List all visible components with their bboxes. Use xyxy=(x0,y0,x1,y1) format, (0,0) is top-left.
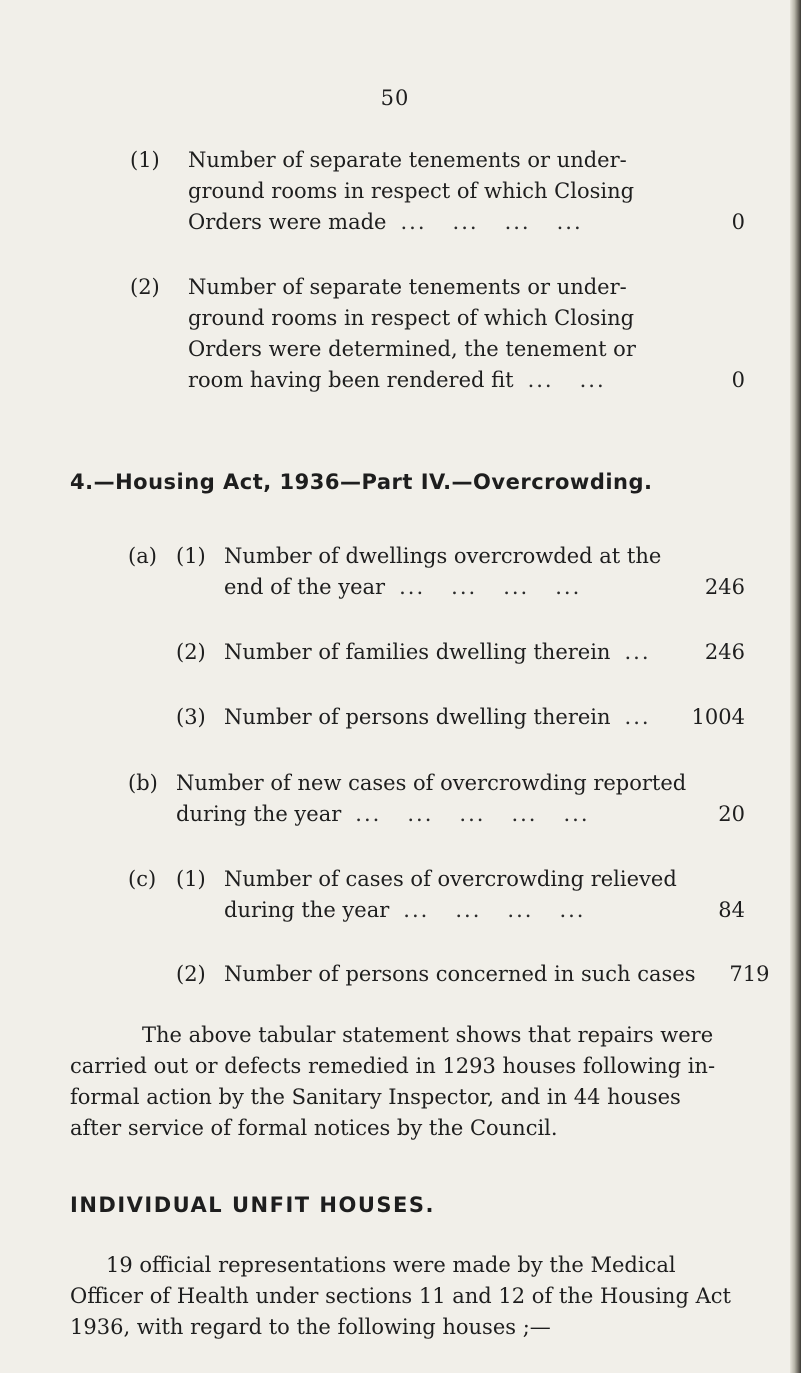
item-text-line: Number of cases of overcrowding relieved xyxy=(224,867,677,891)
book-spine-edge xyxy=(790,0,801,1373)
item-label: (2) xyxy=(176,640,206,664)
item-text-line: during the year xyxy=(224,898,390,922)
item-value: 0 xyxy=(731,368,745,392)
item-label: (1) xyxy=(130,148,160,172)
item-value: 719 xyxy=(729,962,770,986)
item-text-line: Number of persons concerned in such cases xyxy=(224,962,696,986)
item-text-line: Orders were determined, the tenement or xyxy=(188,337,636,361)
dot-leader: ... ... ... ... xyxy=(403,898,586,922)
paragraph-line: 19 official representations were made by the Medical xyxy=(106,1253,676,1277)
item-text-line: Number of persons dwelling therein xyxy=(224,705,611,729)
item-label: (b) xyxy=(128,771,158,795)
subsection-a-label: (a) xyxy=(128,544,157,568)
paragraph-line: Officer of Health under sections 11 and 12 of the Housing Act xyxy=(70,1284,731,1308)
dot-leader: ... xyxy=(624,640,651,664)
item-label: (3) xyxy=(176,705,206,729)
paragraph-line: formal action by the Sanitary Inspector, and in 44 houses xyxy=(70,1085,681,1109)
item-text-line: ground rooms in respect of which Closing xyxy=(188,179,635,203)
item-value: 84 xyxy=(718,898,745,922)
dot-leader: ... ... ... ... xyxy=(399,575,582,599)
unfit-houses-heading: INDIVIDUAL UNFIT HOUSES. xyxy=(70,1193,435,1217)
item-text-line: ground rooms in respect of which Closing xyxy=(188,306,635,330)
unfit-houses-paragraph xyxy=(70,1250,745,1343)
item-value: 1004 xyxy=(691,705,745,729)
paragraph-line: The above tabular statement shows that repairs were xyxy=(142,1023,714,1047)
item-text-line: Number of dwellings overcrowded at the xyxy=(224,544,662,568)
item-label: (2) xyxy=(130,275,160,299)
item-label: (1) xyxy=(176,867,206,891)
dot-leader: ... ... ... ... xyxy=(400,210,583,234)
item-value: 0 xyxy=(731,210,745,234)
item-text-line: Number of separate tenements or under- xyxy=(188,275,627,299)
item-label: (1) xyxy=(176,544,206,568)
paragraph-line: carried out or defects remedied in 1293 houses following in- xyxy=(70,1054,716,1078)
dot-leader: ... ... xyxy=(527,368,606,392)
item-text-line: room having been rendered fit xyxy=(188,368,514,392)
item-text-line: end of the year xyxy=(224,575,386,599)
item-value: 20 xyxy=(718,802,745,826)
paragraph-line: after service of formal notices by the Council. xyxy=(70,1116,558,1140)
dot-leader: ... ... ... ... ... xyxy=(355,802,590,826)
item-text-line: during the year xyxy=(176,802,342,826)
item-text-line: Number of new cases of overcrowding reported xyxy=(176,771,687,795)
item-value: 246 xyxy=(704,640,745,664)
item-value: 246 xyxy=(704,575,745,599)
item-text-line: Number of separate tenements or under- xyxy=(188,148,627,172)
item-text-line: Orders were made xyxy=(188,210,387,234)
dot-leader: ... xyxy=(624,705,651,729)
summary-paragraph xyxy=(70,1020,745,1144)
page-number: 50 xyxy=(380,86,410,110)
section-heading: 4.—Housing Act, 1936—Part IV.—Overcrowding. xyxy=(70,470,653,494)
item-text-line: Number of families dwelling therein xyxy=(224,640,611,664)
item-label: (2) xyxy=(176,962,206,986)
paragraph-line: 1936, with regard to the following houses ;— xyxy=(70,1315,551,1339)
subsection-c-label: (c) xyxy=(128,867,157,891)
